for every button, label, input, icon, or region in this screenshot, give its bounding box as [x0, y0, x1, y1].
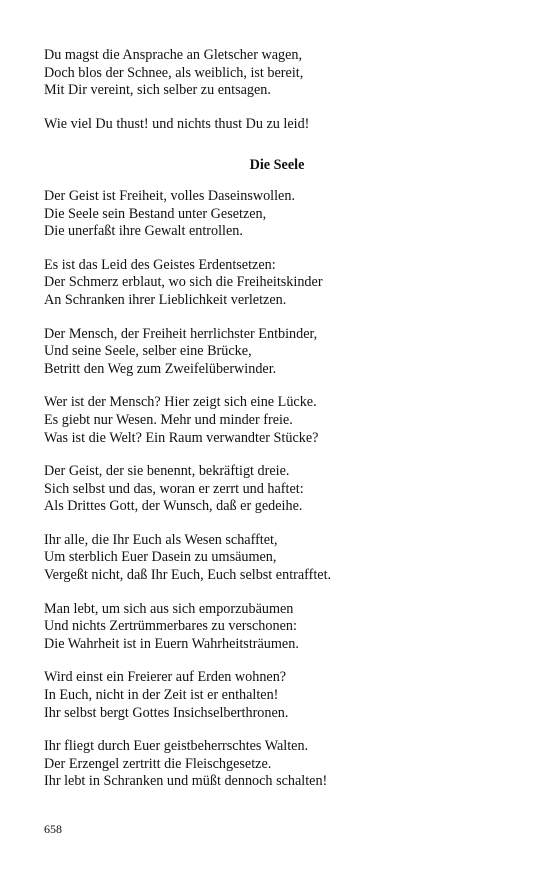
poem-stanza: [44, 257, 510, 310]
verse-line: Die Seele sein Bestand unter Gesetzen,: [44, 205, 267, 222]
poem-body: [44, 188, 510, 791]
verse-line: Wird einst ein Freierer auf Erden wohnen?: [44, 669, 287, 686]
poem-stanza: [44, 463, 510, 516]
poem-title-block: [44, 157, 510, 175]
verse-line: Sich selbst und das, woran er zerrt und haftet:: [44, 480, 304, 497]
verse-line: Der Mensch, der Freiheit herrlichster Entbinder,: [44, 325, 318, 342]
verse-line: Ihr alle, die Ihr Euch als Wesen schafftet,: [44, 531, 278, 548]
verse-line: Die unerfaßt ihre Gewalt entrollen.: [44, 223, 243, 240]
verse-line: Als Drittes Gott, der Wunsch, daß er gedeihe.: [44, 498, 303, 515]
verse-line: Mit Dir vereint, sich selber zu entsagen.: [44, 82, 271, 99]
verse-line: Ihr fliegt durch Euer geistbeherrschtes Walten.: [44, 738, 309, 755]
poem-stanza: [44, 532, 510, 585]
intro-stanza: [44, 47, 510, 100]
verse-line: Wie viel Du thust! und nichts thust Du zu leid!: [44, 115, 310, 132]
verse-line: Du magst die Ansprache an Gletscher wagen,: [44, 47, 303, 63]
verse-line: In Euch, nicht in der Zeit ist er enthalten!: [44, 687, 279, 704]
verse-line: Der Erzengel zertritt die Fleischgesetze.: [44, 755, 272, 772]
verse-line: Doch blos der Schnee, als weiblich, ist bereit,: [44, 64, 304, 81]
verse-line: Um sterblich Euer Dasein zu umsäumen,: [44, 549, 277, 566]
poem-stanza: [44, 738, 510, 791]
verse-line: Man lebt, um sich aus sich emporzubäumen: [44, 600, 294, 617]
verse-line: Ihr lebt in Schranken und müßt dennoch schalten!: [44, 773, 328, 790]
verse-line: An Schranken ihrer Lieblichkeit verletzen.: [44, 291, 287, 308]
verse-line: Es ist das Leid des Geistes Erdentsetzen:: [44, 256, 276, 273]
intro-stanza: [44, 116, 510, 134]
poem-title: Die Seele: [249, 157, 305, 174]
verse-line: Die Wahrheit ist in Euern Wahrheitsträumen.: [44, 635, 299, 652]
poem-stanza: [44, 601, 510, 654]
poem-stanza: [44, 188, 510, 241]
verse-line: Der Geist, der sie benennt, bekräftigt dreie.: [44, 463, 290, 480]
verse-line: Und nichts Zertrümmerbares zu verschonen:: [44, 618, 297, 635]
verse-line: Es giebt nur Wesen. Mehr und minder freie.: [44, 411, 293, 428]
verse-line: Vergeßt nicht, daß Ihr Euch, Euch selbst entrafftet.: [44, 567, 332, 584]
verse-line: Wer ist der Mensch? Hier zeigt sich eine Lücke.: [44, 394, 317, 411]
verse-line: Betritt den Weg zum Zweifelüberwinder.: [44, 360, 277, 377]
poem-stanza: [44, 394, 510, 447]
verse-line: Der Geist ist Freiheit, volles Daseinswollen.: [44, 187, 295, 204]
verse-line: Der Schmerz erblaut, wo sich die Freiheitskinder: [44, 274, 323, 291]
poem-stanza: [44, 669, 510, 722]
page-number: 658: [44, 822, 62, 836]
poem-stanza: [44, 326, 510, 379]
verse-line: Ihr selbst bergt Gottes Insichselberthronen.: [44, 704, 289, 721]
verse-line: Was ist die Welt? Ein Raum verwandter Stücke?: [44, 429, 319, 446]
intro-verses: [44, 47, 510, 133]
verse-line: Und seine Seele, selber eine Brücke,: [44, 343, 252, 360]
